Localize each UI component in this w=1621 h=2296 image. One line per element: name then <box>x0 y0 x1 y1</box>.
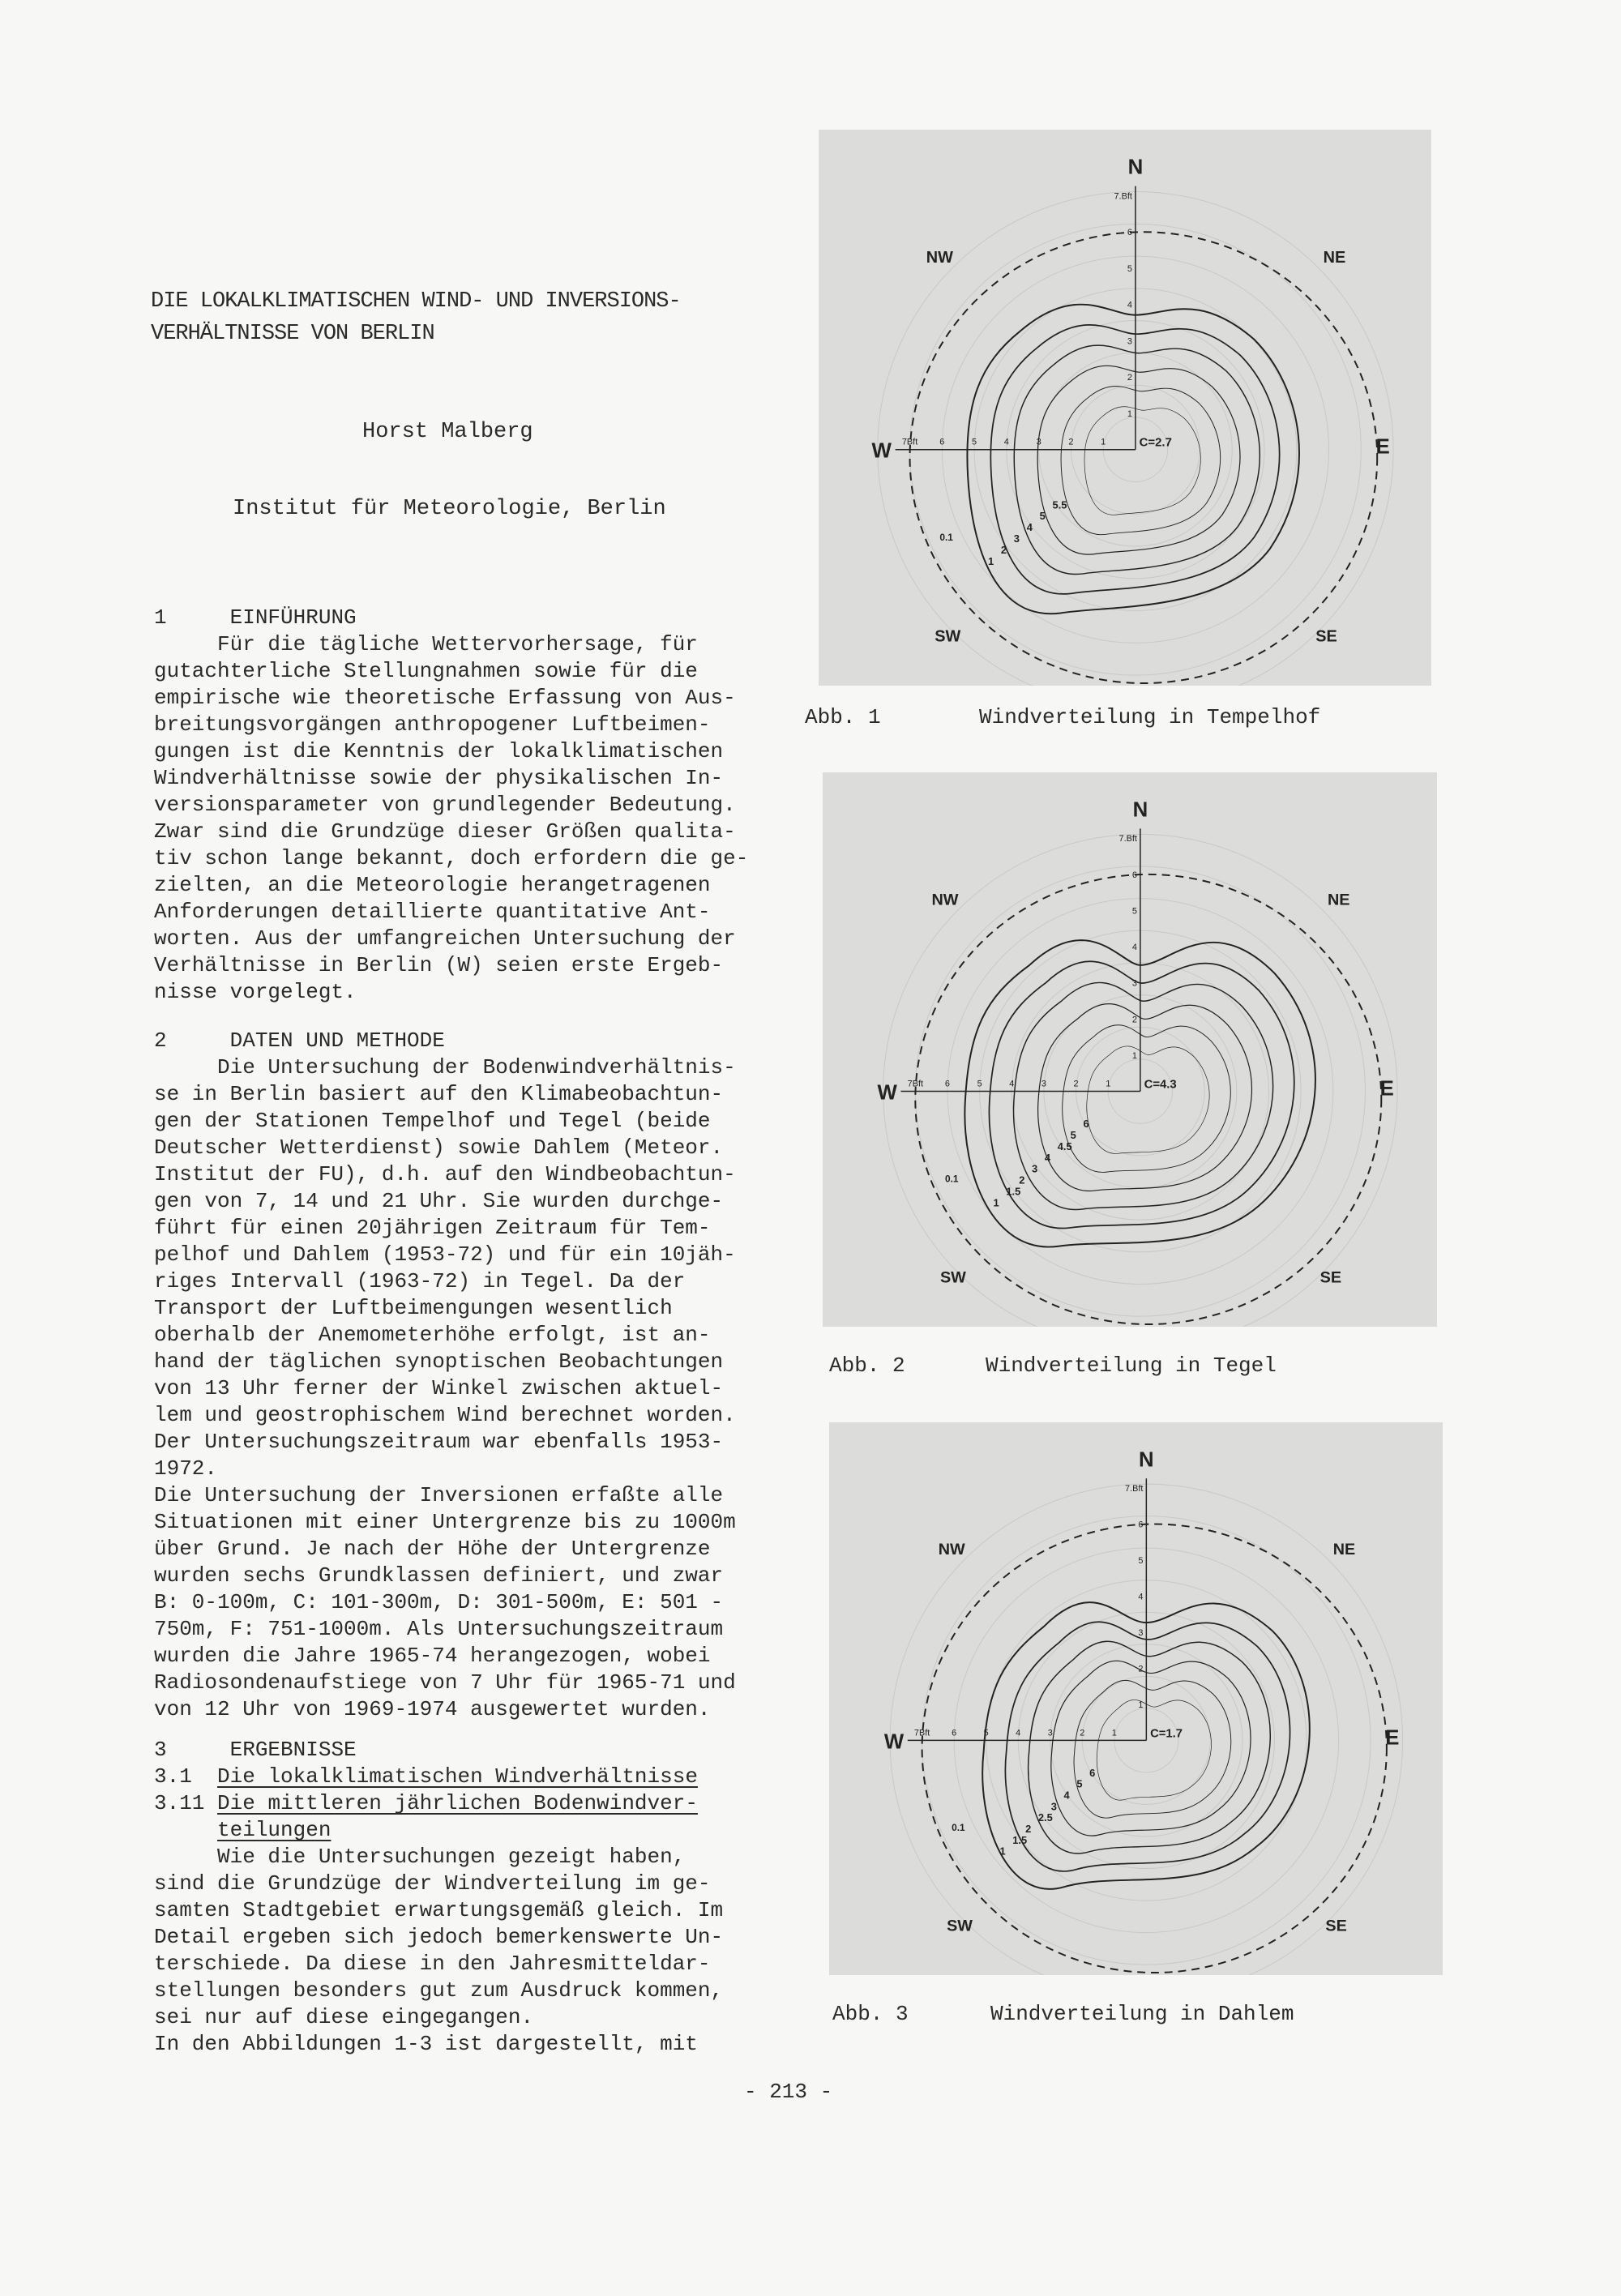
contour-level-label: 6 <box>1089 1766 1096 1779</box>
text-line: Deutscher Wetterdienst) sowie Dahlem (Meteor. <box>154 1135 724 1160</box>
section-3 <box>154 1737 770 2058</box>
compass-label-n: N <box>1127 156 1144 179</box>
calm-center-label: C=4.3 <box>1144 1078 1177 1092</box>
text-line: Die Untersuchung der Inversionen erfaßte alle <box>154 1483 724 1507</box>
section-heading: 2 DATEN UND METHODE <box>154 1028 445 1053</box>
west-axis-tick-label: 4 <box>1009 1079 1015 1089</box>
north-axis-tick-label: 3 <box>1131 978 1137 989</box>
west-axis-tick-label: 7Bft <box>901 437 918 447</box>
west-axis-tick-label: 4 <box>1003 437 1009 447</box>
text-line: se in Berlin basiert auf den Klimabeobachtun- <box>154 1082 724 1106</box>
figure-1-label: Abb. 1 <box>805 705 881 729</box>
contour-level-label: 1.5 <box>1012 1833 1028 1846</box>
contour-outer <box>910 232 1378 683</box>
compass-label-w: W <box>877 1081 897 1105</box>
calm-center-label: C=2.7 <box>1139 436 1172 450</box>
institute: Institut für Meteorologie, Berlin <box>233 497 666 521</box>
compass-label-n: N <box>1139 1448 1154 1472</box>
text-line: breitungsvorgängen anthropogener Luftbeimen- <box>154 712 711 737</box>
compass-label-n: N <box>1132 798 1148 822</box>
compass-label-nw: NW <box>926 249 953 267</box>
north-axis-tick-label: 2 <box>1127 373 1132 383</box>
west-axis-tick-label: 5 <box>977 1079 982 1089</box>
contour-level-label: 3 <box>1032 1162 1038 1175</box>
text-line: hand der täglichen synoptischen Beobachtungen <box>154 1349 724 1374</box>
compass-label-w: W <box>871 439 892 463</box>
contour-outer <box>922 1524 1387 1973</box>
west-axis-tick-label: 7Bft <box>907 1079 924 1089</box>
west-axis-tick-label: 1 <box>1101 437 1106 447</box>
contour-outer <box>915 874 1381 1324</box>
text-line: gen von 7, 14 und 21 Uhr. Sie wurden durchge- <box>154 1189 724 1213</box>
section-heading: 3 ERGEBNISSE <box>154 1738 357 1762</box>
contour-level-label: 3 <box>1013 532 1020 545</box>
calm-center-label: C=1.7 <box>1150 1727 1183 1741</box>
contour-line <box>1087 1046 1209 1153</box>
contour-level-label: 1 <box>999 1845 1006 1858</box>
north-axis-tick-label: 1 <box>1127 408 1132 419</box>
west-axis-tick-label: 2 <box>1080 1728 1085 1738</box>
text-line: stellungen besonders gut zum Ausdruck kommen, <box>154 1978 724 2003</box>
west-axis-tick-label: 5 <box>983 1728 989 1738</box>
text-line: tiv schon lange bekannt, doch erfordern die ge- <box>154 846 749 870</box>
contour-level-label: 4 <box>1044 1151 1051 1164</box>
west-axis-tick-label: 2 <box>1073 1079 1079 1089</box>
contour-level-label: 4.5 <box>1057 1139 1072 1152</box>
subsection-heading: 3.1 Die lokalklimatischen Windverhältnisse <box>154 1764 698 1789</box>
text-line: wurden sechs Grundklassen definiert, und zwar <box>154 1563 724 1588</box>
text-line: terschiede. Da diese in den Jahresmitteldar- <box>154 1952 711 1976</box>
text-line: versionsparameter von grundlegender Bedeutung. <box>154 793 736 817</box>
contour-line <box>1097 1700 1211 1800</box>
north-axis-tick-label: 7.Bft <box>1118 834 1137 844</box>
text-line: Situationen mit einer Untergrenze bis zu 1000m <box>154 1510 736 1534</box>
contour-line <box>1038 1004 1252 1191</box>
west-axis-tick-label: 6 <box>952 1728 957 1738</box>
contour-level-label: 6 <box>1083 1118 1089 1131</box>
subsection-heading: 3.11 Die mittleren jährlichen Bodenwindver- <box>154 1791 698 1815</box>
west-axis-tick-label: 3 <box>1036 437 1041 447</box>
north-axis-tick-label: 5 <box>1138 1555 1144 1566</box>
author: Horst Malberg <box>362 420 533 444</box>
figure-2-caption: Windverteilung in Tegel <box>986 1353 1277 1378</box>
west-axis-tick-label: 6 <box>939 437 945 447</box>
compass-label-sw: SW <box>939 1268 966 1287</box>
text-line: Windverhältnisse sowie der physikalischen In- <box>154 766 724 790</box>
north-axis-tick-label: 5 <box>1127 263 1132 274</box>
figure-1 <box>819 130 1431 686</box>
paper-title <box>151 285 681 350</box>
contour-line <box>1005 1622 1290 1871</box>
contour-level-label: 1 <box>987 554 994 567</box>
contour-label-outer: 0.1 <box>939 532 953 544</box>
compass-label-ne: NE <box>1327 891 1350 909</box>
contour-level-label: 5 <box>1070 1129 1076 1142</box>
text-line: empirische wie theoretische Erfassung von Aus- <box>154 686 736 710</box>
text-line: Transport der Luftbeimengungen wesentlich <box>154 1296 673 1320</box>
contour-line <box>1084 407 1200 515</box>
north-axis-tick-label: 6 <box>1138 1520 1144 1530</box>
text-line: Für die tägliche Wettervorhersage, für <box>154 632 698 656</box>
contour-line <box>1014 982 1273 1209</box>
text-line: samten Stadtgebiet erwartungsgemäß gleich. Im <box>154 1898 724 1922</box>
text-line: Radiosondenaufstiege von 7 Uhr für 1965-71 und <box>154 1670 736 1695</box>
west-axis-tick-label: 2 <box>1068 437 1074 447</box>
text-line: über Grund. Je nach der Höhe der Untergrenze <box>154 1537 711 1561</box>
text-line: zielten, an die Meteorologie herangetragenen <box>154 873 711 897</box>
section-2 <box>154 1028 770 1723</box>
north-axis-tick-label: 2 <box>1138 1664 1144 1674</box>
text-line: oberhalb der Anemometerhöhe erfolgt, ist an- <box>154 1323 711 1347</box>
contour-level-label: 5 <box>1076 1777 1083 1790</box>
contour-level-label: 1.5 <box>1006 1185 1021 1198</box>
text-line: Institut der FU), d.h. auf den Windbeobachtun- <box>154 1162 736 1186</box>
text-line: lem und geostrophischem Wind berechnet worden. <box>154 1403 736 1427</box>
subsection-heading-cont: teilungen <box>217 1818 331 1842</box>
contour-level-label: 2 <box>1019 1174 1025 1186</box>
text-line: B: 0-100m, C: 101-300m, D: 301-500m, E: 501 - <box>154 1590 724 1614</box>
north-axis-tick-label: 4 <box>1127 300 1132 310</box>
contour-line <box>1063 1025 1231 1173</box>
compass-label-e: E <box>1375 435 1390 459</box>
north-axis-tick-label: 1 <box>1131 1050 1137 1061</box>
text-line: von 12 Uhr von 1969-1974 ausgewertet wurden. <box>154 1697 711 1721</box>
title-line-1: DIE LOKALKLIMATISCHEN WIND- UND INVERSIONS- <box>151 289 681 314</box>
contour-level-label: 1 <box>993 1196 999 1209</box>
text-line: Die Untersuchung der Bodenwindverhältnis- <box>154 1055 736 1080</box>
figure-3-label: Abb. 3 <box>832 2002 909 2026</box>
figure-3-caption: Windverteilung in Dahlem <box>990 2002 1294 2026</box>
north-axis-tick-label: 7.Bft <box>1125 1484 1144 1494</box>
text-line: Der Untersuchungszeitraum war ebenfalls 1953- <box>154 1430 724 1454</box>
figure-2 <box>823 772 1437 1327</box>
north-axis-tick-label: 5 <box>1131 906 1137 917</box>
contour-line <box>1037 366 1240 554</box>
west-axis-tick-label: 1 <box>1111 1728 1117 1738</box>
west-axis-tick-label: 5 <box>972 437 977 447</box>
west-axis-tick-label: 3 <box>1047 1728 1053 1738</box>
figure-1-caption: Windverteilung in Tempelhof <box>979 705 1321 729</box>
compass-label-sw: SW <box>935 627 961 646</box>
contour-level-label: 2 <box>1000 543 1007 556</box>
text-line: 1972. <box>154 1456 218 1481</box>
compass-label-se: SE <box>1315 627 1337 646</box>
contour-level-label: 2.5 <box>1037 1811 1053 1824</box>
west-axis-tick-label: 7Bft <box>913 1728 930 1738</box>
north-axis-tick-label: 7.Bft <box>1114 191 1132 202</box>
north-axis-tick-label: 2 <box>1131 1015 1137 1025</box>
text-line: gen der Stationen Tempelhof und Tegel (beide <box>154 1109 711 1133</box>
text-line: Detail ergeben sich jedoch bemerkenswerte Un- <box>154 1925 724 1949</box>
west-axis-tick-label: 6 <box>944 1079 951 1089</box>
west-axis-tick-label: 4 <box>1016 1728 1021 1738</box>
section-1 <box>154 605 770 1006</box>
text-line: gutachterliche Stellungnahmen sowie für die <box>154 659 698 683</box>
contour-line <box>1051 1661 1251 1836</box>
text-line: wurden die Jahre 1965-74 herangezogen, wobei <box>154 1644 711 1668</box>
contour-label-outer: 0.1 <box>945 1173 959 1185</box>
text-line: nisse vorgelegt. <box>154 980 357 1004</box>
contour-level-label: 2 <box>1025 1823 1032 1836</box>
text-line: sind die Grundzüge der Windverteilung im ge- <box>154 1871 711 1896</box>
north-axis-tick-label: 6 <box>1127 228 1132 238</box>
title-line-2: VERHÄLTNISSE VON BERLIN <box>151 322 434 346</box>
text-line: Zwar sind die Grundzüge dieser Größen qualita- <box>154 819 736 844</box>
compass-label-se: SE <box>1325 1917 1347 1935</box>
figure-3 <box>829 1422 1443 1975</box>
north-axis-tick-label: 1 <box>1138 1700 1144 1710</box>
text-line: pelhof und Dahlem (1953-72) und für ein 10jäh- <box>154 1242 736 1267</box>
section-heading: 1 EINFÜHRUNG <box>154 605 357 630</box>
compass-label-ne: NE <box>1323 249 1346 267</box>
contour-level-label: 5 <box>1039 510 1046 523</box>
text-line: von 13 Uhr ferner der Winkel zwischen aktuel- <box>154 1376 724 1400</box>
north-axis-tick-label: 6 <box>1131 870 1137 880</box>
text-line: Wie die Untersuchungen gezeigt haben, <box>154 1845 686 1869</box>
text-line: 750m, F: 751-1000m. Als Untersuchungszeitraum <box>154 1617 724 1641</box>
contour-level-label: 4 <box>1026 521 1033 534</box>
text-line: Verhältnisse in Berlin (W) seien erste Ergeb- <box>154 953 724 977</box>
text-line: sei nur auf diese eingegangen. <box>154 2005 534 2029</box>
north-axis-tick-label: 3 <box>1127 336 1132 347</box>
contour-level-label: 4 <box>1063 1789 1070 1802</box>
compass-label-nw: NW <box>931 891 959 909</box>
compass-label-ne: NE <box>1332 1541 1356 1559</box>
text-line: riges Intervall (1963-72) in Tegel. Da der <box>154 1269 686 1293</box>
compass-label-se: SE <box>1319 1268 1342 1287</box>
text-line: In den Abbildungen 1-3 ist dargestellt, mit <box>154 2032 698 2056</box>
compass-label-e: E <box>1385 1726 1400 1750</box>
compass-label-nw: NW <box>938 1541 965 1559</box>
contour-label-outer: 0.1 <box>952 1822 965 1834</box>
west-axis-tick-label: 3 <box>1041 1079 1046 1089</box>
north-axis-tick-label: 4 <box>1131 943 1137 953</box>
page-number: - 213 - <box>744 2080 833 2104</box>
text-line: gungen ist die Kenntnis der lokalklimatischen <box>154 739 724 763</box>
figure-2-label: Abb. 2 <box>829 1353 905 1378</box>
compass-label-sw: SW <box>947 1917 973 1935</box>
contour-line <box>1014 345 1260 574</box>
text-line: worten. Aus der umfangreichen Untersuchung der <box>154 926 736 951</box>
west-axis-tick-label: 1 <box>1106 1079 1111 1089</box>
text-line: führt für einen 20jährigen Zeitraum für Tem- <box>154 1216 711 1240</box>
contour-level-label: 3 <box>1050 1800 1057 1813</box>
north-axis-tick-label: 4 <box>1138 1592 1144 1602</box>
compass-label-w: W <box>883 1730 905 1754</box>
text-line: Anforderungen detaillierte quantitative Ant- <box>154 900 711 924</box>
compass-label-e: E <box>1379 1077 1394 1101</box>
contour-level-label: 5.5 <box>1052 498 1067 511</box>
north-axis-tick-label: 3 <box>1138 1627 1144 1638</box>
